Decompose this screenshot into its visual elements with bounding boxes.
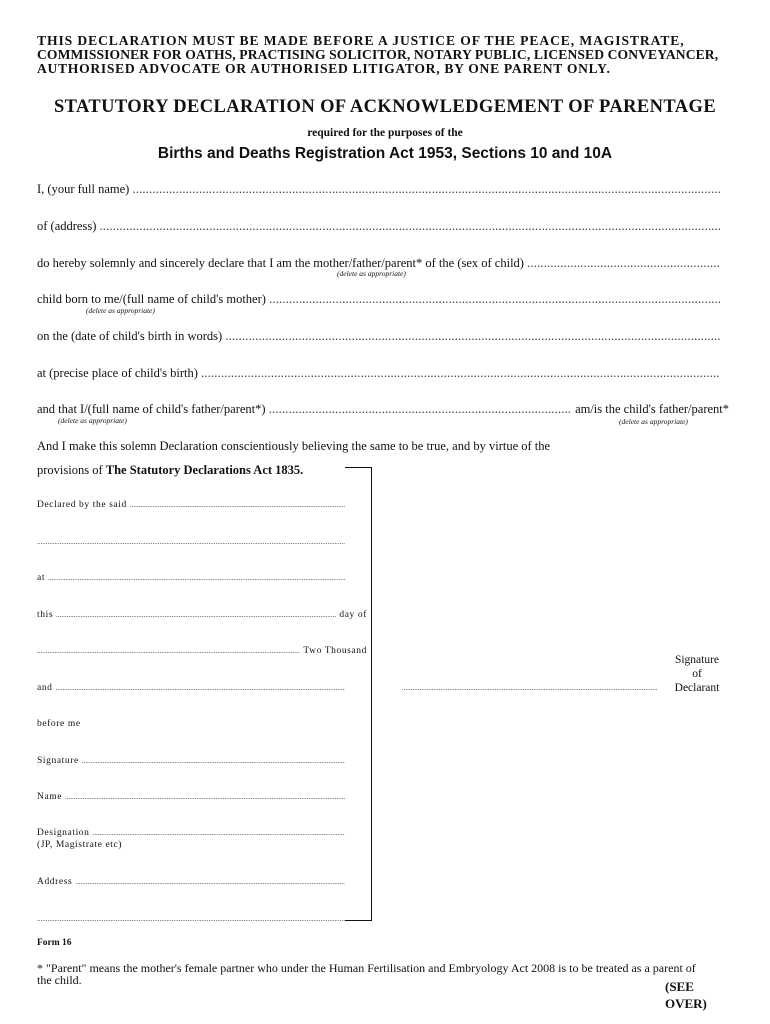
- witness-address-dots-2: [37, 914, 345, 924]
- witness-name-dots: [65, 792, 345, 802]
- full-name-label: I, (your full name): [37, 182, 130, 196]
- and-dots: [56, 683, 345, 693]
- solemn-line-2: [37, 463, 303, 478]
- see-over-line-1: (SEE: [665, 979, 694, 994]
- designation-note: (JP, Magistrate etc): [37, 840, 123, 850]
- bracket-line: [345, 467, 372, 921]
- witness-address-dots: [75, 877, 345, 887]
- at-dots: [48, 573, 345, 583]
- at-label: at: [37, 573, 46, 583]
- year-dots: [37, 646, 300, 656]
- witness-signature-label: Signature: [37, 756, 79, 766]
- sig-label-line-1: Signature: [674, 654, 720, 666]
- declared-by-field[interactable]: [37, 500, 345, 510]
- witness-name-field[interactable]: [37, 792, 345, 802]
- sig-label-line-2: of: [692, 668, 702, 680]
- signature-of-declarant-label: [662, 653, 732, 695]
- designation-field[interactable]: [37, 828, 345, 838]
- declared-by-label: Declared by the said: [37, 500, 127, 510]
- father-suffix: am/is the child's father/parent*: [575, 402, 729, 416]
- notice-line-1: THIS DECLARATION MUST BE MADE BEFORE A JUSTICE OF THE PEACE, MAGISTRATE,: [37, 33, 685, 48]
- day-of-label: day of: [339, 610, 367, 620]
- form-number: Form 16: [37, 938, 72, 948]
- declared-by-dots: [130, 500, 345, 510]
- father-name-field[interactable]: [37, 402, 729, 417]
- witness-address-label: Address: [37, 877, 73, 887]
- birth-date-label: on the (date of child's birth in words): [37, 329, 223, 343]
- before-me-label: before me: [37, 719, 81, 729]
- witness-address-field-2[interactable]: [37, 914, 345, 924]
- and-label: and: [37, 683, 53, 693]
- two-thousand-label: Two Thousand: [303, 646, 367, 656]
- declared-by-field-2[interactable]: [37, 537, 345, 547]
- witness-name-label: Name: [37, 792, 63, 802]
- birth-place-label: at (precise place of child's birth): [37, 366, 198, 380]
- declarant-signature-dots: [402, 683, 658, 693]
- solemn-line-1: And I make this solemn Declaration conscientiously believing the same to be true, and by virtue of the: [37, 439, 551, 453]
- address-label: of (address): [37, 219, 97, 233]
- at-field[interactable]: [37, 573, 345, 583]
- see-over-note: [665, 978, 707, 1012]
- declare-note: (delete as appropriate): [337, 269, 406, 278]
- father-note-right: (delete as appropriate): [619, 417, 688, 426]
- address-field[interactable]: [37, 219, 720, 234]
- see-over-line-2: OVER): [665, 996, 707, 1011]
- mother-name-field[interactable]: [37, 292, 720, 307]
- address-dots: [99, 219, 720, 234]
- two-thousand-field[interactable]: [37, 646, 367, 656]
- designation-dots: [93, 828, 346, 838]
- child-born-note: (delete as appropriate): [86, 306, 155, 315]
- required-for-text: required for the purposes of the: [307, 127, 463, 139]
- this-label: this: [37, 610, 54, 620]
- notice-line-3: AUTHORISED ADVOCATE OR AUTHORISED LITIGATOR, BY ONE PARENT ONLY.: [37, 61, 611, 76]
- father-name-label: and that I/(full name of child's father/parent*): [37, 402, 266, 416]
- full-name-dots: [132, 182, 720, 197]
- mother-name-dots: [269, 292, 720, 307]
- father-note-left: (delete as appropriate): [58, 416, 127, 425]
- designation-label: Designation: [37, 828, 90, 838]
- notice-line-2: COMMISSIONER FOR OATHS, PRACTISING SOLICITOR, NOTARY PUBLIC, LICENSED CONVEYANCER,: [37, 47, 719, 62]
- declared-by-dots-2: [37, 537, 345, 547]
- witness-address-field[interactable]: [37, 877, 345, 887]
- birth-date-field[interactable]: [37, 329, 720, 344]
- sex-of-child-dots: [527, 256, 720, 271]
- declarant-signature-field[interactable]: [402, 683, 658, 693]
- act-title: Births and Deaths Registration Act 1953, Sections 10 and 10A: [157, 145, 613, 162]
- declare-label: do hereby solemnly and sincerely declare that I am the mother/father/parent* of the (sex of child): [37, 256, 524, 270]
- statutory-act-name: The Statutory Declarations Act 1835.: [105, 463, 304, 477]
- document-title: STATUTORY DECLARATION OF ACKNOWLEDGEMENT OF PARENTAGE: [53, 97, 717, 117]
- this-dots: [56, 610, 336, 620]
- witness-signature-field[interactable]: [37, 756, 345, 766]
- this-day-field[interactable]: [37, 610, 367, 620]
- full-name-field[interactable]: [37, 182, 720, 197]
- child-born-label: child born to me/(full name of child's mother): [37, 292, 266, 306]
- header-notice: [37, 34, 737, 76]
- and-field[interactable]: [37, 683, 345, 693]
- sig-label-line-3: Declarant: [674, 682, 720, 694]
- witness-signature-dots: [82, 756, 345, 766]
- parent-footnote: * "Parent" means the mother's female partner who under the Human Fertilisation and Embryology Act 2008 is to be treated as a parent of the child.: [37, 961, 696, 987]
- birth-place-field[interactable]: [37, 366, 720, 381]
- solemn-prefix: provisions of: [37, 463, 103, 477]
- father-name-dots: [269, 402, 572, 417]
- birth-place-dots: [201, 366, 720, 381]
- birth-date-dots: [225, 329, 720, 344]
